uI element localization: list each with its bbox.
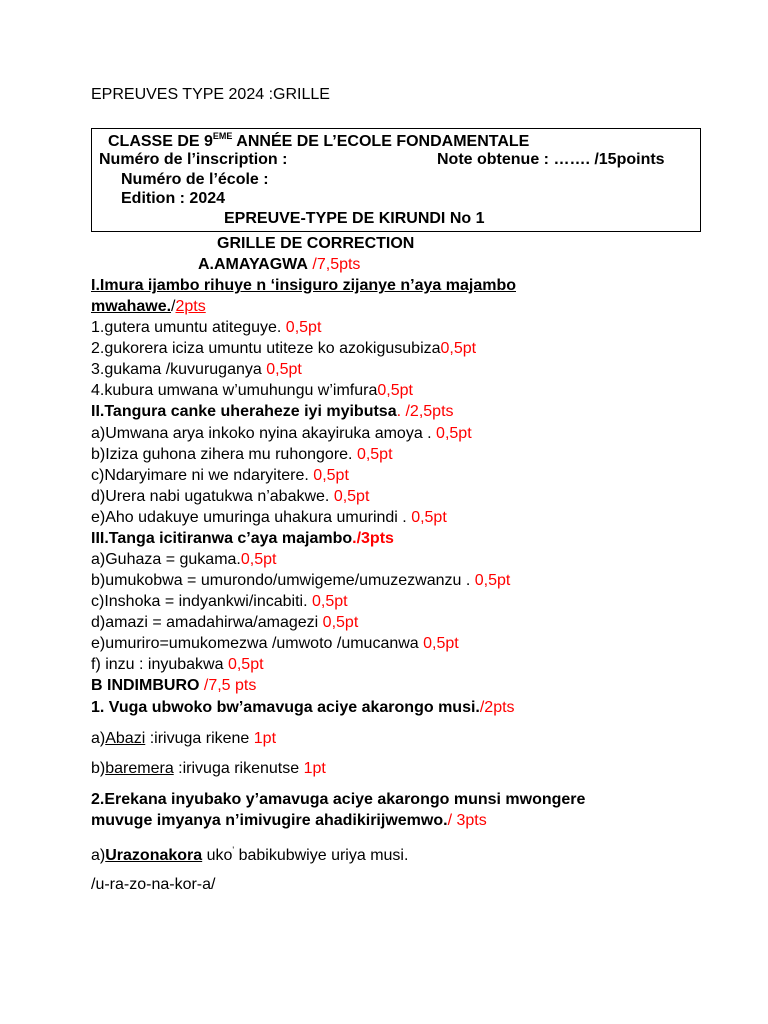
item-points: 0,5pt	[227, 656, 264, 673]
part2-points: . /2,5pts	[396, 403, 454, 420]
section-a-heading	[198, 256, 360, 274]
item-text: 3.gukama /kuvuruganya	[91, 361, 267, 378]
item-points: 0,5pt	[377, 382, 413, 399]
underlined-word: Urazonakora	[105, 847, 203, 864]
item-points: 0,5pt	[240, 551, 277, 568]
item-text: 4.kubura umwana w’umuhungu w’imfura	[91, 382, 378, 399]
item-text: babikubwiye uriya musi.	[234, 847, 409, 864]
item-points: 0,5pt	[312, 593, 348, 610]
list-item	[91, 446, 393, 464]
item-points: 0,5pt	[436, 425, 472, 442]
class-heading-sup: EME	[212, 131, 233, 141]
list-item	[91, 382, 413, 400]
part3-points: ./3pts	[352, 530, 394, 547]
class-heading-text: CLASSE DE 9	[108, 133, 213, 150]
page-title: EPREUVES TYPE 2024 :GRILLE	[91, 86, 330, 103]
item-text: d)amazi = amadahirwa/amagezi	[91, 614, 323, 631]
class-heading-rest: ANNÉE DE L’ECOLE FONDAMENTALE	[232, 133, 530, 150]
section-a-points: /7,5pts	[307, 256, 361, 273]
list-item	[91, 593, 348, 611]
item-text: a)Umwana arya inkoko nyina akayiruka amoya .	[91, 425, 437, 442]
list-item	[91, 845, 408, 865]
item-text: 2.gukorera iciza umuntu utiteze ko azokigusubiza	[91, 340, 441, 357]
item-text: e)Aho udakuye umuringa uhakura umurindi .	[91, 509, 412, 526]
list-item	[91, 656, 264, 674]
question1-points: /2pts	[479, 699, 515, 716]
item-prefix: a)	[91, 847, 106, 864]
question2-title: 2.Erekana inyubako y’amavuga aciye akarongo munsi mwongere	[91, 791, 586, 808]
item-points: 0,5pt	[333, 488, 370, 505]
question1-heading	[91, 699, 515, 717]
class-heading	[108, 131, 529, 151]
item-text: uko	[202, 847, 233, 864]
list-item	[91, 572, 510, 590]
item-points: 0,5pt	[440, 340, 477, 357]
item-text: f) inzu : inyubakwa	[91, 656, 228, 673]
edition-label: Edition : 2024	[121, 190, 226, 207]
school-number-label: Numéro de l’école :	[121, 171, 269, 188]
list-item	[91, 760, 326, 778]
list-item	[91, 425, 472, 443]
underlined-word: baremera	[105, 760, 174, 777]
underlined-word: Abazi	[105, 730, 146, 747]
exam-type-label: EPREUVE-TYPE DE KIRUNDI No 1	[224, 210, 485, 227]
item-points: 0,5pt	[266, 361, 302, 378]
item-text: :irivuga rikenutse	[173, 760, 304, 777]
item-points: 0,5pt	[313, 467, 349, 484]
list-item	[91, 635, 459, 653]
list-item	[91, 340, 476, 358]
list-item	[91, 467, 349, 485]
part2-title: II.Tangura canke uheraheze iyi myibutsa	[91, 403, 397, 420]
item-text: 1.gutera umuntu atiteguye.	[91, 319, 286, 336]
item-text: c)Ndaryimare ni we ndaryitere.	[91, 467, 314, 484]
item-text: b)Iziza guhona zihera mu ruhongore.	[91, 446, 357, 463]
item-points: 0,5pt	[411, 509, 447, 526]
grille-heading: GRILLE DE CORRECTION	[217, 235, 415, 252]
list-item	[91, 614, 358, 632]
list-item	[91, 551, 276, 569]
list-item	[91, 488, 369, 506]
item-points: 0,5pt	[322, 614, 359, 631]
item-points: 1pt	[303, 760, 326, 777]
item-prefix: b)	[91, 760, 106, 777]
item-points: 0,5pt	[285, 319, 322, 336]
list-item	[91, 361, 302, 379]
item-points: 1pt	[253, 730, 277, 747]
part1-points-sep: /	[171, 298, 176, 315]
item-text: e)umuriro=umukomezwa /umwoto /umucanwa	[91, 635, 424, 652]
list-item	[91, 509, 447, 527]
syllable-breakdown: /u-ra-zo-na-kor-a/	[91, 876, 216, 893]
list-item	[91, 730, 276, 748]
item-points: 0,5pt	[356, 446, 393, 463]
part1-title-cont	[91, 298, 206, 316]
list-item	[91, 319, 321, 337]
part1-title: I.Imura ijambo rihuye n ‘insiguro zijanye n’aya majambo	[91, 277, 516, 294]
item-points: 0,5pt	[423, 635, 459, 652]
inscription-label: Numéro de l’inscription :	[99, 151, 288, 168]
score-label: Note obtenue : ……. /15points	[437, 151, 665, 168]
item-text: c)Inshoka = indyankwi/incabiti.	[91, 593, 312, 610]
section-b-title: B INDIMBURO	[91, 677, 200, 694]
part1-title-line2: mwahawe.	[91, 298, 172, 315]
item-points: 0,5pt	[474, 572, 511, 589]
section-b-points: /7,5 pts	[199, 677, 257, 694]
question2-title-line2: muvuge imyanya n’imivugire ahadikirijwemwo.	[91, 812, 448, 829]
question2-heading-cont	[91, 812, 487, 830]
part3-title: III.Tanga icitiranwa c’aya majambo	[91, 530, 353, 547]
part2-heading	[91, 403, 454, 421]
question1-title: 1. Vuga ubwoko bw’amavuga aciye akarongo musi.	[91, 699, 480, 716]
item-text: d)Urera nabi ugatukwa n’abakwe.	[91, 488, 334, 505]
question2-points: / 3pts	[447, 812, 487, 829]
tick-mark: '	[232, 845, 235, 855]
section-a-title: A.AMAYAGWA	[198, 256, 308, 273]
section-b-heading	[91, 677, 256, 695]
item-prefix: a)	[91, 730, 106, 747]
item-text: b)umukobwa = umurondo/umwigeme/umuzezwanzu .	[91, 572, 475, 589]
part1-points: 2pts	[175, 298, 206, 315]
item-text: :irivuga rikene	[145, 730, 254, 747]
part3-heading	[91, 530, 394, 548]
item-text: a)Guhaza = gukama.	[91, 551, 241, 568]
